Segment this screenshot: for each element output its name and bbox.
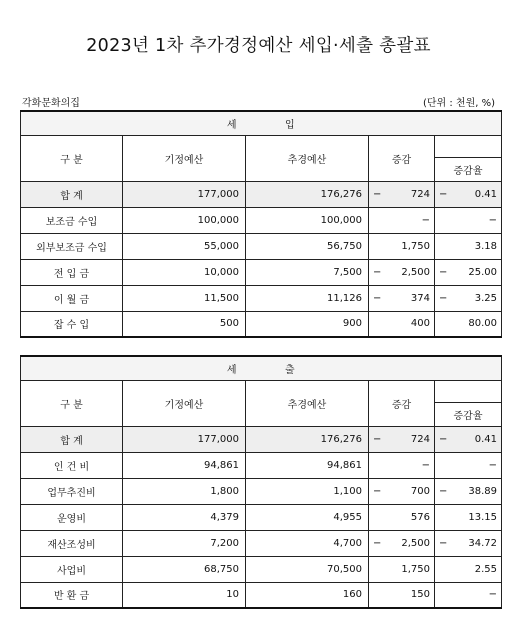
change-value: 400 <box>410 318 430 330</box>
header-original: 기정예산 <box>123 135 246 181</box>
row-change <box>369 556 435 582</box>
row-item: 업무추진비 <box>21 478 123 504</box>
change-value: 724 <box>410 188 430 200</box>
row-item: 이 월 금 <box>21 285 123 311</box>
row-change <box>369 452 435 478</box>
row-item: 인 건 비 <box>21 452 123 478</box>
rate-value: 25.00 <box>468 266 498 278</box>
row-original: 500 <box>123 311 246 337</box>
rate-value: − <box>488 214 498 226</box>
row-revised: 4,700 <box>246 530 369 556</box>
row-original: 10,000 <box>123 259 246 285</box>
row-item: 운영비 <box>21 504 123 530</box>
row-revised: 94,861 <box>246 452 369 478</box>
change-sign: − <box>373 266 382 278</box>
row-rate <box>435 530 502 556</box>
row-item: 반 환 금 <box>21 582 123 608</box>
change-sign: − <box>373 537 382 549</box>
table-row <box>21 207 502 233</box>
row-change <box>369 582 435 608</box>
row-rate <box>435 426 502 452</box>
rate-sign: − <box>439 266 448 278</box>
row-rate <box>435 478 502 504</box>
header-rate: 증감율 <box>435 402 502 426</box>
change-sign: − <box>373 188 382 200</box>
row-original: 4,379 <box>123 504 246 530</box>
revenue-table <box>20 110 502 338</box>
table-row <box>21 233 502 259</box>
row-change <box>369 311 435 337</box>
row-rate <box>435 504 502 530</box>
row-original: 10 <box>123 582 246 608</box>
row-change <box>369 233 435 259</box>
row-change <box>369 478 435 504</box>
row-revised: 176,276 <box>246 426 369 452</box>
row-original: 177,000 <box>123 426 246 452</box>
change-value: 1,750 <box>401 563 430 575</box>
row-revised: 7,500 <box>246 259 369 285</box>
row-item: 전 입 금 <box>21 259 123 285</box>
row-revised: 56,750 <box>246 233 369 259</box>
row-original: 1,800 <box>123 478 246 504</box>
row-change <box>369 530 435 556</box>
rate-value: 13.15 <box>468 511 498 523</box>
rate-value: 3.25 <box>474 292 498 304</box>
header-revised: 추경예산 <box>246 135 369 181</box>
row-revised: 70,500 <box>246 556 369 582</box>
row-rate <box>435 285 502 311</box>
row-original: 68,750 <box>123 556 246 582</box>
rate-value: − <box>488 459 498 471</box>
row-original: 94,861 <box>123 452 246 478</box>
table-row <box>21 478 502 504</box>
change-value: − <box>421 459 430 471</box>
change-sign: − <box>373 485 382 497</box>
header-change: 증감 <box>369 135 435 181</box>
row-change <box>369 207 435 233</box>
row-original: 177,000 <box>123 181 246 207</box>
row-revised: 1,100 <box>246 478 369 504</box>
header-item: 구 분 <box>21 380 123 426</box>
row-item: 사업비 <box>21 556 123 582</box>
change-value: 2,500 <box>401 266 430 278</box>
change-value: 2,500 <box>401 537 430 549</box>
row-revised: 11,126 <box>246 285 369 311</box>
table-row <box>21 556 502 582</box>
row-original: 55,000 <box>123 233 246 259</box>
change-value: − <box>421 214 430 226</box>
change-value: 150 <box>410 589 430 601</box>
row-rate <box>435 233 502 259</box>
row-revised: 900 <box>246 311 369 337</box>
header-rate: 증감율 <box>435 157 502 181</box>
rate-value: 80.00 <box>468 318 498 330</box>
table-row <box>21 530 502 556</box>
row-rate <box>435 556 502 582</box>
row-item: 외부보조금 수입 <box>21 233 123 259</box>
change-sign: − <box>373 292 382 304</box>
row-item: 잡 수 입 <box>21 311 123 337</box>
change-value: 1,750 <box>401 240 430 252</box>
rate-value: − <box>488 589 498 601</box>
rate-sign: − <box>439 292 448 304</box>
revenue-band <box>21 111 502 135</box>
table-row <box>21 504 502 530</box>
unit-note: (단위 : 천원, %) <box>422 98 495 109</box>
table-row <box>21 426 502 452</box>
change-value: 700 <box>410 485 430 497</box>
table-row <box>21 452 502 478</box>
change-value: 374 <box>410 292 430 304</box>
rate-sign: − <box>439 188 448 200</box>
change-sign: − <box>373 433 382 445</box>
row-rate <box>435 181 502 207</box>
expense-band <box>21 356 502 380</box>
row-rate <box>435 259 502 285</box>
rate-sign: − <box>439 433 448 445</box>
row-item: 보조금 수입 <box>21 207 123 233</box>
row-change <box>369 285 435 311</box>
revenue-header-row <box>21 135 502 157</box>
row-revised: 160 <box>246 582 369 608</box>
row-rate <box>435 207 502 233</box>
row-revised: 100,000 <box>246 207 369 233</box>
row-original: 7,200 <box>123 530 246 556</box>
rate-sign: − <box>439 485 448 497</box>
rate-sign: − <box>439 537 448 549</box>
row-rate <box>435 311 502 337</box>
row-item: 합 계 <box>21 181 123 207</box>
rate-value: 3.18 <box>474 240 498 252</box>
header-item: 구 분 <box>21 135 123 181</box>
row-rate <box>435 452 502 478</box>
row-item: 합 계 <box>21 426 123 452</box>
table-row <box>21 285 502 311</box>
header-rate-top <box>435 135 502 157</box>
table-row <box>21 259 502 285</box>
rate-value: 38.89 <box>468 485 498 497</box>
header-rate-top <box>435 380 502 402</box>
organization-name: 각화문화의집 <box>22 98 80 109</box>
header-revised: 추경예산 <box>246 380 369 426</box>
row-original: 100,000 <box>123 207 246 233</box>
header-change: 증감 <box>369 380 435 426</box>
row-change <box>369 259 435 285</box>
row-change <box>369 181 435 207</box>
header-original: 기정예산 <box>123 380 246 426</box>
row-change <box>369 426 435 452</box>
expense-band-title: 세 출 <box>21 356 502 380</box>
table-row <box>21 311 502 337</box>
expense-table <box>20 355 502 609</box>
row-rate <box>435 582 502 608</box>
row-revised: 4,955 <box>246 504 369 530</box>
change-value: 576 <box>410 511 430 523</box>
table-row <box>21 181 502 207</box>
table-row <box>21 582 502 608</box>
rate-value: 0.41 <box>474 433 498 445</box>
row-item: 재산조성비 <box>21 530 123 556</box>
rate-value: 34.72 <box>468 537 498 549</box>
row-change <box>369 504 435 530</box>
change-value: 724 <box>410 433 430 445</box>
rate-value: 0.41 <box>474 188 498 200</box>
page-title: 2023년 1차 추가경정예산 세입·세출 총괄표 <box>86 36 431 56</box>
expense-header-row <box>21 380 502 402</box>
revenue-band-title: 세 입 <box>21 111 502 135</box>
row-revised: 176,276 <box>246 181 369 207</box>
row-original: 11,500 <box>123 285 246 311</box>
rate-value: 2.55 <box>474 563 498 575</box>
